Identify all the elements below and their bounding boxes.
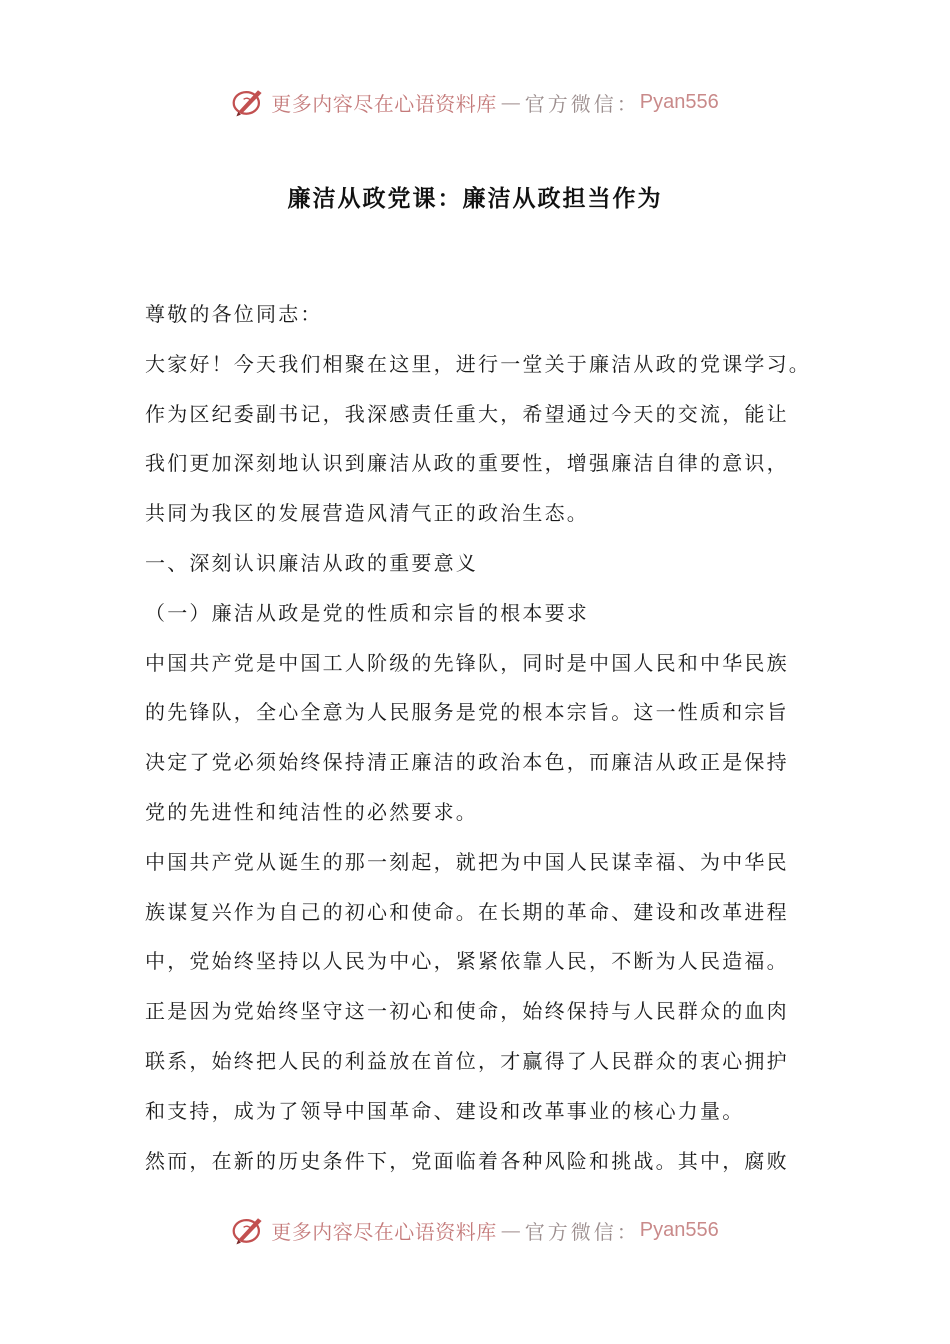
watermark-footer: [0, 1210, 950, 1250]
text-line: 中，党始终坚持以人民为中心，紧紧依靠人民，不断为人民造福。: [145, 949, 789, 974]
text-line: 大家好！今天我们相聚在这里，进行一堂关于廉洁从政的党课学习。: [145, 351, 811, 376]
watermark-main-text: 更多内容尽在心语资料库: [271, 91, 497, 116]
text-line: 的先锋队，全心全意为人民服务是党的根本宗旨。这一性质和宗旨: [145, 700, 789, 725]
text-line: 我们更加深刻地认识到廉洁从政的重要性，增强廉洁自律的意识，: [145, 451, 789, 476]
watermark-wechat-id: Pyan556: [639, 90, 719, 113]
watermark-main-text: 更多内容尽在心语资料库: [271, 1219, 497, 1244]
watermark-dash: —: [500, 1218, 521, 1242]
watermark-sub-text: 官方微信：: [524, 1219, 640, 1244]
text-line: 党的先进性和纯洁性的必然要求。: [145, 799, 478, 824]
watermark-wechat-id: Pyan556: [639, 1218, 719, 1241]
text-line: 作为区纪委副书记，我深感责任重大，希望通过今天的交流，能让: [145, 401, 789, 426]
document-title: 廉洁从政党课：廉洁从政担当作为: [287, 186, 663, 212]
watermark-dash: —: [500, 90, 521, 114]
text-line: 共同为我区的发展营造风清气正的政治生态。: [145, 501, 589, 526]
text-line: 中国共产党从诞生的那一刻起，就把为中国人民谋幸福、为中华民: [145, 849, 789, 874]
pen-logo-icon: [231, 84, 267, 120]
subsection-heading: （一）廉洁从政是党的性质和宗旨的根本要求: [145, 600, 589, 625]
section-heading: 一、深刻认识廉洁从政的重要意义: [145, 550, 478, 575]
text-line-salutation: 尊敬的各位同志：: [145, 302, 323, 326]
text-line: 正是因为党始终坚守这一初心和使命，始终保持与人民群众的血肉: [145, 999, 789, 1024]
text-line: 中国共产党是中国工人阶级的先锋队，同时是中国人民和中华民族: [145, 650, 789, 675]
pen-logo-icon: [231, 1212, 267, 1248]
text-line: 和支持，成为了领导中国革命、建设和改革事业的核心力量。: [145, 1098, 745, 1123]
text-line: 然而，在新的历史条件下，党面临着各种风险和挑战。其中，腐败: [145, 1148, 789, 1173]
text-line: 联系，始终把人民的利益放在首位，才赢得了人民群众的衷心拥护: [145, 1048, 789, 1073]
watermark-sub-text: 官方微信：: [524, 91, 640, 116]
document-body: [145, 290, 810, 1186]
text-line: 族谋复兴作为自己的初心和使命。在长期的革命、建设和改革进程: [145, 899, 789, 924]
text-line: 决定了党必须始终保持清正廉洁的政治本色，而廉洁从政正是保持: [145, 750, 789, 775]
watermark-header: [0, 82, 950, 122]
